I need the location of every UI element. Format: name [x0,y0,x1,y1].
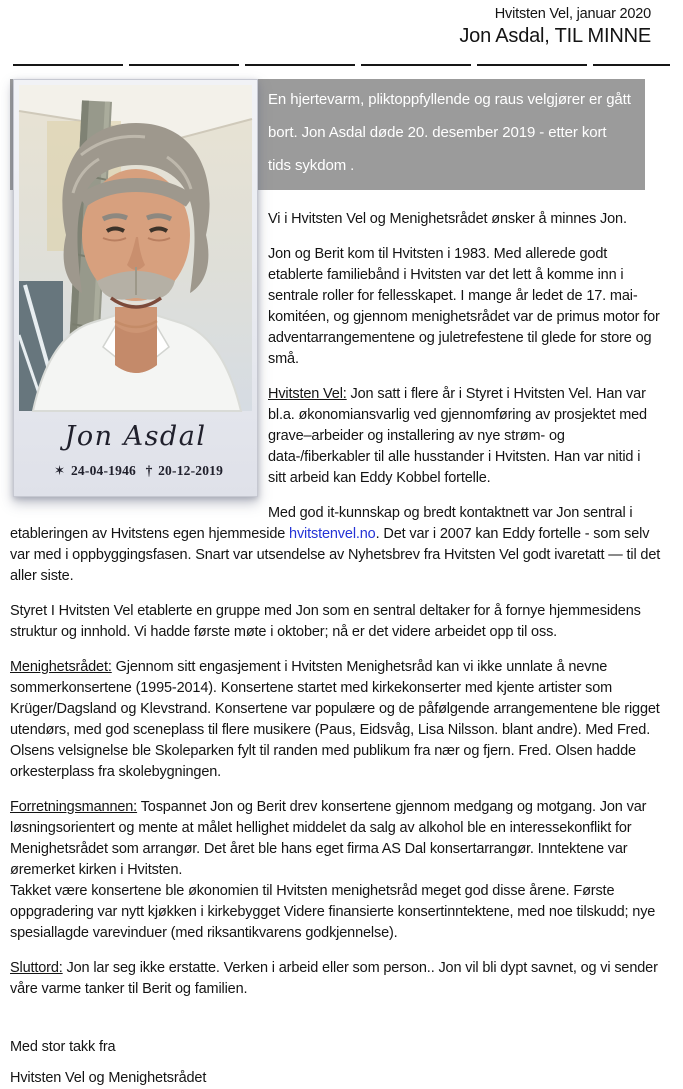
lead-box-text: En hjertevarm, pliktoppfyllende og raus velgjører er gått bort. Jon Asdal døde 20. desember 2019 - etter kort tids sykdom . [268,91,631,175]
died-cross-symbol: † [145,463,153,479]
closing-thanks: Med stor takk fra [10,1039,116,1056]
paragraph-okonomi: Takket være konsertene ble økonomien til Hvitsten menighetsråd meget god disse årene. Første oppgradering var nytt kjøkken i kirkebygget Videre finansierte konsertinntektene, med noe tilskudd; nye spesiallagde varevinduer (med riksantikvarens godkjennelse). [10,883,656,942]
section-label-menighetsradet: Menighetsrådet: [10,659,112,676]
born-date: 24-04-1946 [70,463,136,479]
paragraph-jon-og-berit: Jon og Berit kom til Hvitsten i 1983. Med allerede godt etablerte familiebånd i Hvitsten var det lett å komme inn i sentrale roller for fellesskapet. I mange år ledet de 17. mai-komitéen, og gjennom menighetsrådet var de primus motor for adventarrangementene og juletrefestene til glede for store og små. [268,246,660,368]
memorial-dates [19,460,252,481]
memorial-name: Jon Asdal [64,421,207,453]
memorial-card-caption [19,411,252,496]
closing-signature: Hvitsten Vel og Menighetsrådet [10,1070,207,1087]
born-star-symbol: ✶ [53,463,66,479]
hvitstenvel-link[interactable]: hvitstenvel.no [289,526,376,543]
paragraph-intro: Vi i Hvitsten Vel og Menighetsrådet ønsker å minnes Jon. [268,211,627,228]
memorial-card [13,79,258,497]
section-label-hvitsten-vel: Hvitsten Vel: [268,386,347,403]
section-label-sluttord: Sluttord: [10,960,63,977]
page-title: Jon Asdal, TIL MINNE [459,25,651,48]
paragraph-forretningsmannen: Forretningsmannen: Tospannet Jon og Berit drev konsertene gjennom medgang og motgang. Jon var løsningsorientert og mente at målet hellighet middelet da salg av alkohol ble en interessekonflikt for Menighetsrådet som arrangør. Det året ble hans eget firma AS Dal konsertarrangør. Inntektene var øremerket kirken i Hvitsten. [10,799,647,879]
paragraph-menighetsradet: Menighetsrådet: Gjennom sitt engasjement i Hvitsten Menighetsråd kan vi ikke unnlate å nevne sommerkonsertene (1995-2014). Konsertene startet med kirkekonserter med kjente artister som Krüger/Dagsland og Klevstrand. Konsertene var populære og de påfølgende arrangementene ble rigget utendørs, med god sceneplass til flere musikere (Paus, Eidsvåg, Lisa Nilsson. blant andre). Med Fred. Olsens velsignelse ble Skoleparken fylt til randen med publikum fra nær og fjern. Fred. Olsen hadde orkesterplass fra skolebygningen. [10,659,660,781]
paragraph-styret: Styret I Hvitsten Vel etablerte en gruppe med Jon som en sentral deltaker for å fornye hjemmesidens struktur og innhold. Vi hadde første møte i oktober; nå er det videre arbeidet opp til oss. [10,603,641,641]
paragraph-hjemmeside: Med god it-kunnskap og bredt kontaktnett var Jon sentral i etableringen av Hvitstens egen hjemmeside hvitstenvel.no. Det var i 2007 kan Eddy fortelle - som selv var med i oppbyggingsfasen. Snart var utsendelse av Nyhetsbrev fra Hvitsten Vel godt ivaretatt — til det aller siste. [10,505,661,585]
paragraph-sluttord: Sluttord: Jon lar seg ikke erstatte. Verken i arbeid eller som person.. Jon vil bli dypt savnet, og vi sender våre varme tanker til Berit og familien. [10,960,658,998]
paragraph-hvitsten-vel: Hvitsten Vel: Jon satt i flere år i Styret i Hvitsten Vel. Han var bl.a. økonomiansvarlig ved gjennomføring av prosjektet med grave–arbeider og installering av nye strøm- og data-/fiberkabler til alle husstander i Hvitsten. Han var nitid i sitt arbeid kan Eddy Kobbel fortelle. [268,386,647,487]
document-body [0,66,683,1089]
died-date: 20-12-2019 [158,463,224,479]
issue-line: Hvitsten Vel, januar 2020 [494,6,651,22]
page-header [0,0,683,49]
section-label-forretningsmannen: Forretningsmannen: [10,799,138,816]
portrait-photo [19,85,252,411]
